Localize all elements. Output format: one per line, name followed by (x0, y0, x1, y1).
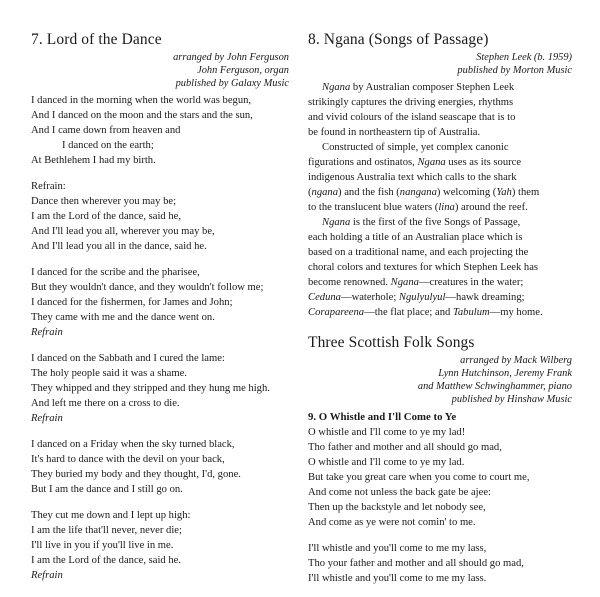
program-notes (308, 80, 572, 320)
stanza (31, 351, 289, 426)
credit-line: John Ferguson, organ (197, 65, 289, 76)
lyric-line: I danced for the fishermen, for James and John; (31, 297, 233, 308)
lyrics (308, 425, 572, 586)
lyric-line: They came with me and the dance went on. (31, 312, 215, 323)
lyric-line: And I danced on the moon and the stars and the sun, (31, 110, 253, 121)
paragraph-line: indigenous Australia text which calls to the shark (308, 172, 517, 183)
lyric-line: I am the Lord of the dance, said he, (31, 211, 182, 222)
paragraph-line: Constructed of simple, yet complex canonic (322, 142, 509, 153)
lyric-line: But I am the dance and I still go on. (31, 484, 183, 495)
song-title-ngana: 8. Ngana (Songs of Passage) (308, 31, 489, 48)
lyric-line: It's hard to dance with the devil on your back, (31, 454, 225, 465)
paragraph-line: be found in northeastern tip of Australia. (308, 127, 481, 138)
lyric-line: I danced on the earth; (62, 140, 154, 151)
song-title-lord-of-the-dance: 7. Lord of the Dance (31, 31, 162, 48)
stanza (31, 437, 289, 497)
lyric-line: But they wouldn't dance, and they wouldn't follow me; (31, 282, 264, 293)
lyric-line: But take you great care when you come to court me, (308, 472, 530, 483)
credit-line: arranged by Mack Wilberg (460, 355, 572, 366)
lyric-line: I'll live in you if you'll live in me. (31, 540, 174, 551)
lyric-line: And I came down from heaven and (31, 125, 181, 136)
lyric-line: I am the life that'll never, never die; (31, 525, 182, 536)
lyric-line: Tho father and mother and all should go mad, (308, 442, 502, 453)
lyric-line: The holy people said it was a shame. (31, 368, 187, 379)
lyric-line: They buried my body and they thought, I'd, gone. (31, 469, 241, 480)
lyric-line: I danced on a Friday when the sky turned black, (31, 439, 235, 450)
paragraph-line: Ngana by Australian composer Stephen Leek (322, 82, 515, 93)
credit-line: published by Hinshaw Music (451, 394, 572, 405)
paragraph-line: Ngana is the first of the five Songs of Passage, (322, 217, 521, 228)
stanza (31, 508, 289, 583)
lyric-line: I am the Lord of the dance, said he. (31, 555, 182, 566)
lyric-line: And I'll lead you all, wherever you may be, (31, 226, 215, 237)
credit-line: published by Morton Music (457, 65, 572, 76)
lyric-line: At Bethlehem I had my birth. (31, 155, 156, 166)
credit-line: published by Galaxy Music (175, 78, 289, 89)
paragraph-line: based on a traditional name, and each projecting the (308, 247, 529, 258)
refrain-marker: Refrain (31, 327, 63, 338)
lyric-line: O whistle and I'll come to ye my lad. (308, 457, 465, 468)
refrain-marker: Refrain (31, 413, 63, 424)
paragraph-line: each holding a title of an Australian place which is (308, 232, 523, 243)
paragraph-line: Ceduna—waterhole; Ngulyulyul—hawk dreaming; (308, 292, 525, 303)
refrain-marker: Refrain (31, 570, 63, 581)
paragraph (308, 215, 572, 320)
stanza (31, 93, 289, 168)
lyric-line: Tho your father and mother and all should go mad, (308, 558, 524, 569)
credit-line: Lynn Hutchinson, Jeremy Frank (438, 368, 572, 379)
paragraph-line: choral colors and textures for which Stephen Leek has (308, 262, 539, 273)
paragraph (308, 140, 572, 215)
lyric-line: I danced in the morning when the world was begun, (31, 95, 252, 106)
paragraph-line: strikingly captures the driving energies, rhythms (308, 97, 514, 108)
right-column (308, 31, 572, 597)
credits-block (308, 354, 572, 406)
song-title-o-whistle: 9. O Whistle and I'll Come to Ye (308, 411, 457, 423)
paragraph-line: become renowned. Ngana—creatures in the water; (308, 277, 524, 288)
lyric-line: I'll whistle and you'll come to me my lass. (308, 573, 487, 584)
paragraph-line: figurations and ostinatos, Ngana uses as its source (308, 157, 522, 168)
paragraph-line: (ngana) and the fish (nangana) welcoming (Yah) them (308, 187, 540, 198)
paragraph-line: and vivid colours of the island seascape that is to (308, 112, 516, 123)
stanza (31, 179, 289, 254)
credits-block (31, 51, 289, 90)
paragraph-line: Corapareena—the flat place; and Tabulum—my home. (308, 307, 543, 318)
lyric-line: And left me there on a cross to die. (31, 398, 180, 409)
lyric-line: Dance then wherever you may be; (31, 196, 177, 207)
lyrics (31, 93, 289, 583)
stanza (308, 425, 572, 530)
lyric-line: And come as ye were not comin' to me. (308, 517, 476, 528)
paragraph (308, 80, 572, 140)
credit-line: arranged by John Ferguson (173, 52, 289, 63)
left-column (31, 31, 289, 594)
lyric-line: Refrain: (31, 181, 66, 192)
credit-line: and Matthew Schwinghammer, piano (417, 381, 572, 392)
section-title: Three Scottish Folk Songs (308, 334, 475, 351)
lyric-line: I danced on the Sabbath and I cured the lame: (31, 353, 225, 364)
lyric-line: And I'll lead you all in the dance, said he. (31, 241, 207, 252)
lyric-line: They cut me down and I lept up high: (31, 510, 191, 521)
lyric-line: O whistle and I'll come to ye my lad! (308, 427, 466, 438)
scottish-folk-songs-section (308, 334, 572, 586)
stanza (31, 265, 289, 340)
stanza (308, 541, 572, 586)
paragraph-line: to the translucent blue waters (lina) around the reef. (308, 202, 528, 213)
credit-line: Stephen Leek (b. 1959) (476, 52, 572, 63)
lyric-line: They whipped and they stripped and they hung me high. (31, 383, 270, 394)
lyric-line: And come not unless the back gate be ajee: (308, 487, 491, 498)
lyric-line: I'll whistle and you'll come to me my lass, (308, 543, 487, 554)
lyric-line: Then up the backstyle and let nobody see, (308, 502, 486, 513)
credits-block (308, 51, 572, 77)
lyric-line: I danced for the scribe and the pharisee, (31, 267, 200, 278)
